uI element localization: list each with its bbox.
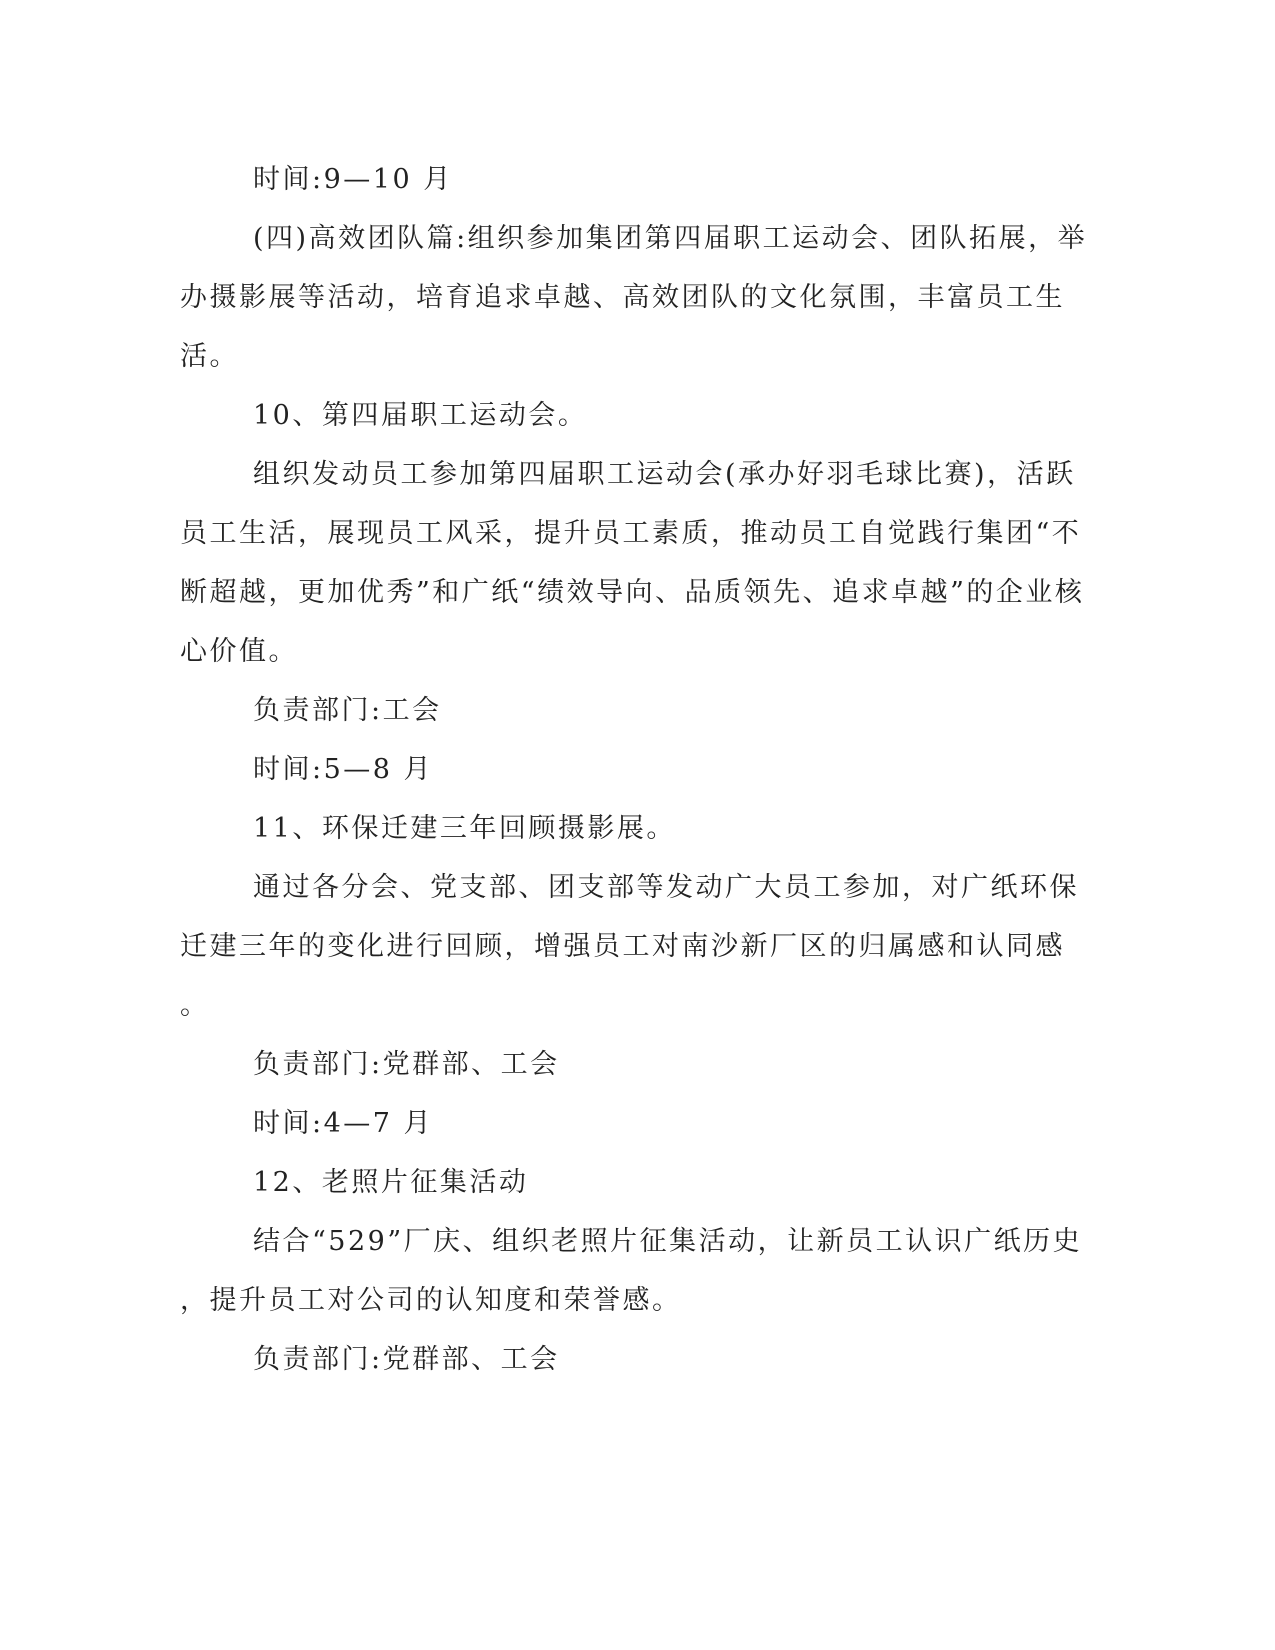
text-line: 10、第四届职工运动会。: [253, 400, 588, 431]
text-line: ，提升员工对公司的认知度和荣誉感。: [180, 1285, 682, 1316]
text-line: 活。: [180, 341, 239, 372]
text-line: 时间:5—8 月: [253, 754, 434, 785]
text-line: 组织发动员工参加第四届职工运动会(承办好羽毛球比赛)，活跃: [253, 459, 1076, 490]
text-line: 负责部门:党群部、工会: [253, 1049, 560, 1080]
text-line: 结合“529”厂庆、组织老照片征集活动，让新员工认识广纸历史: [253, 1226, 1083, 1257]
text-line: 12、老照片征集活动: [253, 1167, 529, 1198]
text-line: 心价值。: [180, 636, 298, 667]
text-line: 。: [180, 990, 210, 1021]
text-line: 通过各分会、党支部、团支部等发动广大员工参加，对广纸环保: [253, 872, 1079, 903]
text-line: 办摄影展等活动，培育追求卓越、高效团队的文化氛围，丰富员工生: [180, 282, 1065, 313]
text-line: 员工生活，展现员工风采，提升员工素质，推动员工自觉践行集团“不: [180, 518, 1082, 549]
text-line: 迁建三年的变化进行回顾，增强员工对南沙新厂区的归属感和认同感: [180, 931, 1065, 962]
text-line: 断超越，更加优秀”和广纸“绩效导向、品质领先、追求卓越”的企业核: [180, 577, 1085, 608]
text-line: 负责部门:工会: [253, 695, 442, 726]
text-line: 负责部门:党群部、工会: [253, 1344, 560, 1375]
text-line: 时间:9—10 月: [253, 164, 453, 195]
text-line: 时间:4—7 月: [253, 1108, 434, 1139]
text-line: (四)高效团队篇:组织参加集团第四届职工运动会、团队拓展，举: [253, 223, 1088, 254]
text-line: 11、环保迁建三年回顾摄影展。: [253, 813, 676, 844]
